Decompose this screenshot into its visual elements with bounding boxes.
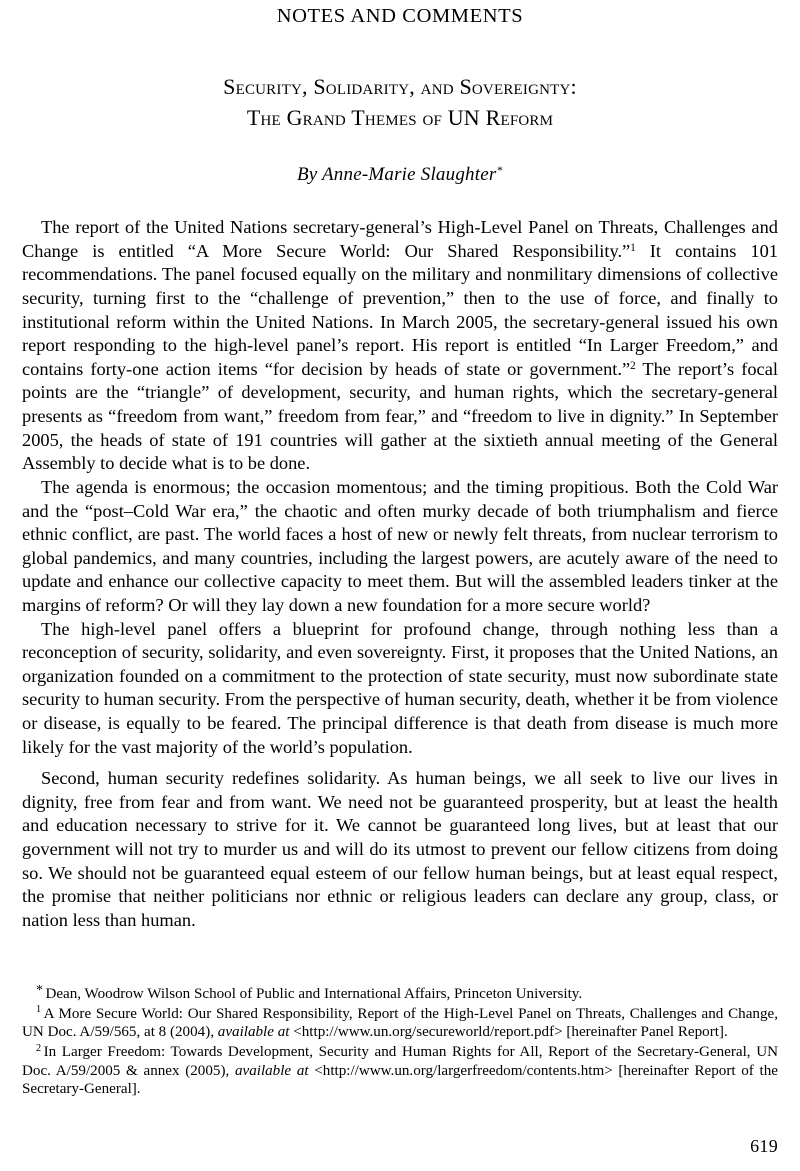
footnote-marker: 1 bbox=[36, 1004, 42, 1016]
paragraph-2: The agenda is enormous; the occasion momentous; and the timing propitious. Both the Cold War and the “post–Cold War era,” the chaotic and often murky decade of both triumphalism and fierce ethnic conflict, are past. The world faces a host of new or newly felt threats, from nuclear terrorism to global pandemics, and many countries, including the largest powers, are acutely aware of the need to update and enhance our collective capacity to meet them. But will the assembled leaders tinker at the margins of reform? Or will they lay down a new foundation for a more secure world? bbox=[22, 476, 778, 615]
page-number: 619 bbox=[750, 1136, 778, 1156]
article-title-line-1: Security, Solidarity, and Sovereignty: bbox=[223, 73, 577, 99]
footnote-text-b: <http://www.un.org/largerfreedom/contents.htm> [hereinafter Report of the Secretary-General]. bbox=[22, 1062, 778, 1098]
footnote-text-a: Dean, Woodrow Wilson School of Public and International Affairs, Princeton University. bbox=[45, 986, 583, 1002]
footnote-marker: 2 bbox=[36, 1042, 42, 1054]
byline bbox=[22, 164, 778, 186]
byline-author: By Anne-Marie Slaughter bbox=[296, 164, 497, 186]
footnotes-section bbox=[22, 982, 778, 1099]
footnote-marker: * bbox=[36, 982, 43, 998]
footnote-ref-1: 1 bbox=[630, 241, 636, 254]
page-content bbox=[22, 0, 778, 932]
paragraph-1-part-a: The report of the United Nations secretary-general’s High-Level Panel on Threats, Challenges and Change is entitled “A More Secure World: Our Shared Responsibility.” bbox=[22, 217, 778, 261]
footnote-text-b: <http://www.un.org/secureworld/report.pdf> [hereinafter Panel Report]. bbox=[289, 1024, 728, 1041]
paragraph-4: Second, human security redefines solidarity. As human beings, we all seek to live our lives in dignity, free from fear and from want. We need not be guaranteed prosperity, but at least the health and education necessary to strive for it. We cannot be guaranteed long lives, but at least that our government will not try to murder us and will do its utmost to prevent our fellow citizens from doing so. We should not be guaranteed equal esteem of our fellow human beings, but at least equal respect, the promise that neither politicians nor ethnic or religious leaders can declare any group, class, or nation less than human. bbox=[22, 768, 778, 930]
footnote-item bbox=[22, 982, 778, 1004]
article-title-line-2: The Grand Themes of UN Reform bbox=[246, 104, 554, 130]
paragraph-1 bbox=[22, 216, 778, 476]
footnote-text-italic: available at bbox=[217, 1024, 290, 1041]
article-title bbox=[22, 71, 778, 133]
footnote-ref-2: 2 bbox=[630, 359, 636, 372]
footnote-text-italic: available at bbox=[234, 1062, 309, 1079]
running-head: NOTES AND COMMENTS bbox=[276, 5, 524, 27]
paragraph-1-part-b: It contains 101 recommendations. The panel focused equally on the military and nonmilitary dimensions of collective security, turning first to the “challenge of prevention,” then to the use of force, and finally to institutional reform within the United Nations. In March 2005, the secretary-general issued his own report responding to the high-level panel’s report. His report is entitled “In Larger Freedom,” and contains forty-one action items “for decision by heads of state or government.” bbox=[22, 240, 778, 379]
body-text bbox=[22, 216, 778, 932]
footnote-text-a: In Larger Freedom: Towards Development, Security and Human Rights for All, Report of the Secretary-General, UN Doc. A/59/2005 & annex (2005), bbox=[22, 1043, 778, 1079]
byline-footnote-marker: * bbox=[496, 164, 504, 178]
footnote-item bbox=[22, 1005, 778, 1042]
paragraph-1-part-c: The report’s focal points are the “triangle” of development, security, and human rights, which the secretary-general presents as “freedom from want,” freedom from fear,” and “freedom to live in dignity.” In September 2005, the heads of state of 191 countries will gather at the sixtieth annual meeting of the General Assembly to decide what is to be done. bbox=[22, 358, 778, 474]
footnote-text-a: A More Secure World: Our Shared Responsibility, Report of the High-Level Panel on Threats, Challenges and Change, UN Doc. A/59/565, at 8 (2004), bbox=[22, 1005, 778, 1041]
paragraph-3: The high-level panel offers a blueprint for profound change, through nothing less than a reconception of security, solidarity, and even sovereignty. First, it proposes that the United Nations, an organization founded on a commitment to the protection of state security, must now subordinate state security to human security. From the perspective of human security, death, whether it be from violence or disease, is equally to be feared. The principal difference is that death from disease is much more likely for the vast majority of the world’s population. bbox=[22, 618, 778, 757]
footnote-item bbox=[22, 1043, 778, 1099]
